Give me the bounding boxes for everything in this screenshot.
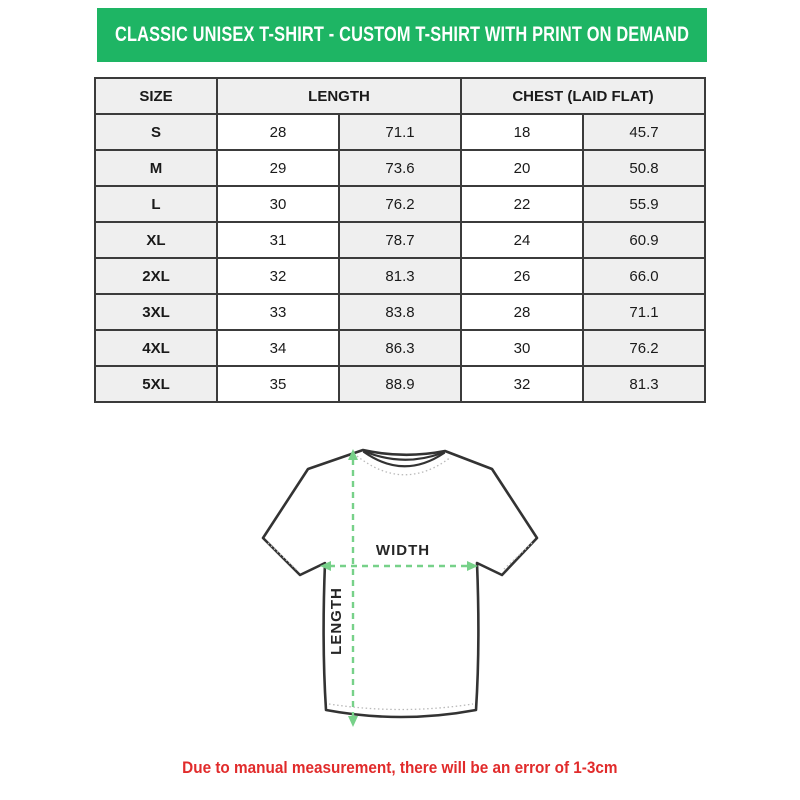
value-cell: 73.6 — [339, 150, 461, 186]
value-cell: 30 — [461, 330, 583, 366]
value-cell: 32 — [461, 366, 583, 402]
value-cell: 31 — [217, 222, 339, 258]
value-cell: 28 — [461, 294, 583, 330]
value-cell: 34 — [217, 330, 339, 366]
width-label: WIDTH — [375, 542, 431, 559]
value-cell: 45.7 — [583, 114, 705, 150]
value-cell: 35 — [217, 366, 339, 402]
value-cell: 71.1 — [583, 294, 705, 330]
value-cell: 26 — [461, 258, 583, 294]
value-cell: 24 — [461, 222, 583, 258]
value-cell: 55.9 — [583, 186, 705, 222]
size-cell: 3XL — [95, 294, 217, 330]
table-row — [95, 258, 705, 294]
length-arrowhead-down-icon — [348, 716, 358, 727]
size-cell: L — [95, 186, 217, 222]
size-cell: M — [95, 150, 217, 186]
size-cell: 5XL — [95, 366, 217, 402]
value-cell: 18 — [461, 114, 583, 150]
value-cell: 83.8 — [339, 294, 461, 330]
value-cell: 78.7 — [339, 222, 461, 258]
value-cell: 88.9 — [339, 366, 461, 402]
table-row — [95, 366, 705, 402]
value-cell: 81.3 — [583, 366, 705, 402]
value-cell: 71.1 — [339, 114, 461, 150]
page-title: CLASSIC UNISEX T-SHIRT - CUSTOM T-SHIRT WITH PRINT ON DEMAND — [114, 23, 690, 46]
measurement-note — [0, 758, 800, 778]
tshirt-outline-icon — [263, 450, 537, 717]
size-cell: XL — [95, 222, 217, 258]
size-table-body — [95, 114, 705, 402]
value-cell: 60.9 — [583, 222, 705, 258]
value-cell: 22 — [461, 186, 583, 222]
value-cell: 81.3 — [339, 258, 461, 294]
value-cell: 76.2 — [583, 330, 705, 366]
value-cell: 86.3 — [339, 330, 461, 366]
length-label: LENGTH — [328, 587, 345, 655]
title-banner — [97, 8, 707, 62]
header-length: LENGTH — [217, 78, 461, 114]
size-table — [94, 77, 706, 403]
value-cell: 28 — [217, 114, 339, 150]
value-cell: 20 — [461, 150, 583, 186]
value-cell: 50.8 — [583, 150, 705, 186]
value-cell: 30 — [217, 186, 339, 222]
header-size: SIZE — [95, 78, 217, 114]
tshirt-diagram — [240, 443, 560, 743]
table-row — [95, 150, 705, 186]
table-row — [95, 186, 705, 222]
value-cell: 29 — [217, 150, 339, 186]
value-cell: 76.2 — [339, 186, 461, 222]
measurement-note-text: Due to manual measurement, there will be an error of 1-3cm — [182, 758, 618, 777]
size-cell: S — [95, 114, 217, 150]
size-cell: 2XL — [95, 258, 217, 294]
value-cell: 66.0 — [583, 258, 705, 294]
size-cell: 4XL — [95, 330, 217, 366]
table-row — [95, 294, 705, 330]
header-chest: CHEST (LAID FLAT) — [461, 78, 705, 114]
table-row — [95, 114, 705, 150]
table-header-row — [95, 78, 705, 114]
table-row — [95, 222, 705, 258]
value-cell: 33 — [217, 294, 339, 330]
table-row — [95, 330, 705, 366]
value-cell: 32 — [217, 258, 339, 294]
